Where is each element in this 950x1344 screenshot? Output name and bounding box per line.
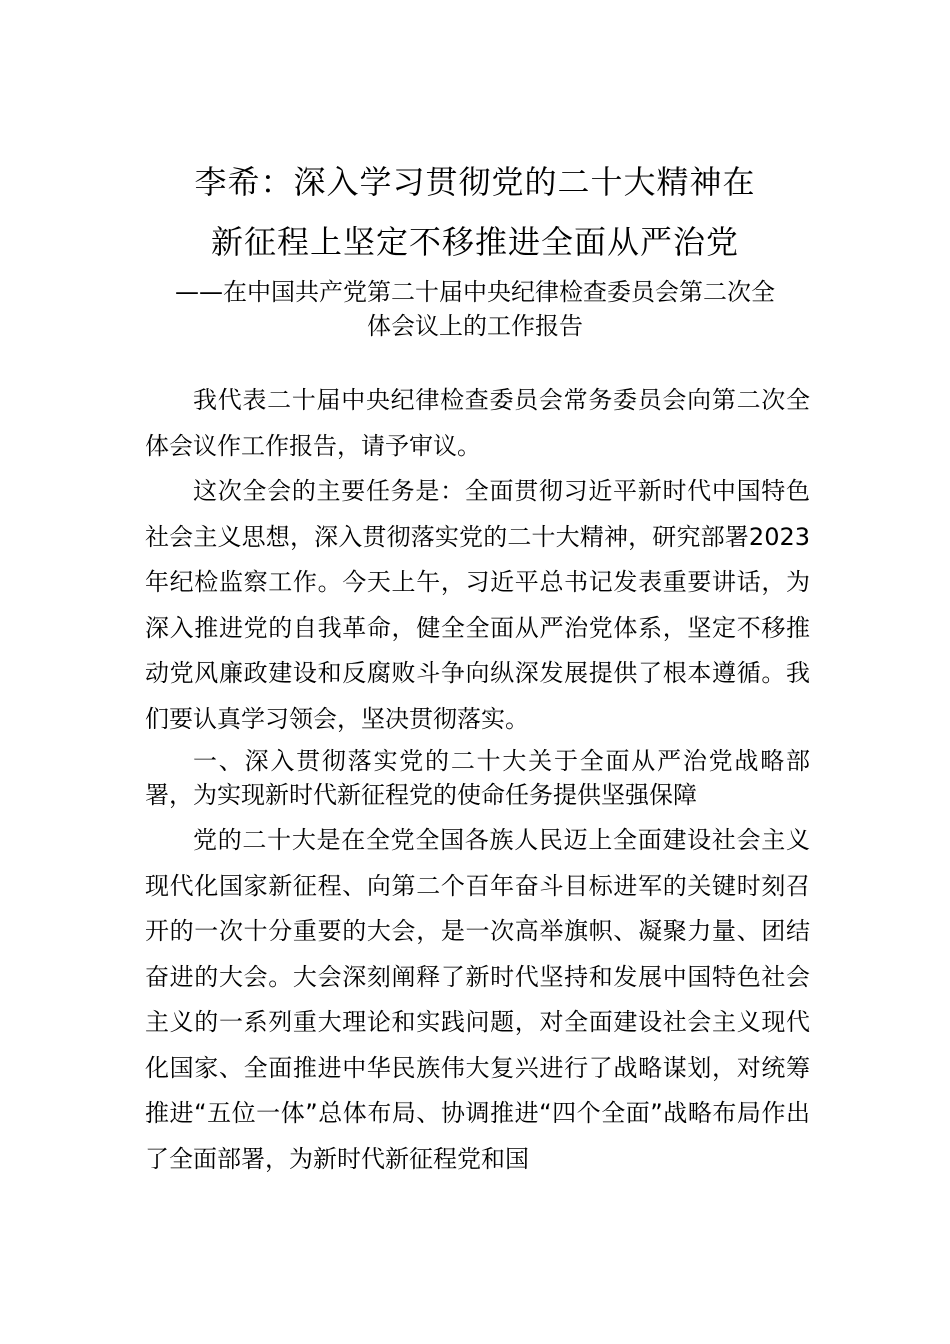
document-subtitle-line-2: 体会议上的工作报告 [367,312,583,340]
document-subtitle-line-1: ——在中国共产党第二十届中央纪律检查委员会第二次全 [175,278,775,306]
document-title-line-1: 李希：深入学习贯彻党的二十大精神在 [194,163,756,201]
paragraph-congress: 党的二十大是在全党全国各族人民迈上全面建设社会主义现代化国家新征程、向第二个百年奋斗目标进军的关键时刻召开的一次十分重要的大会，是一次高举旗帜、凝聚力量、团结奋进的大会。大会深刻阐释了新时代坚持和发展中国特色社会主义的一系列重大理论和实践问题，对全面建设社会主义现代化国家、全面推进中华民族伟大复兴进行了战略谋划，对统筹推进“五位一体”总体布局、协调推进“四个全面”战略布局作出了全面部署，为新时代新征程党和国 [145,826,810,1173]
document-body [145,378,810,1182]
section-heading-1: 一、深入贯彻落实党的二十大关于全面从严治党战略部署，为实现新时代新征程党的使命任务提供坚强保障 [145,747,810,809]
document-title-line-2: 新征程上坚定不移推进全面从严治党 [210,223,739,261]
paragraph-main-tasks: 这次全会的主要任务是：全面贯彻习近平新时代中国特色社会主义思想，深入贯彻落实党的二十大精神，研究部署2023年纪检监察工作。今天上午，习近平总书记发表重要讲话，为深入推进党的自我革命，健全全面从严治党体系，坚定不移推动党风廉政建设和反腐败斗争向纵深发展提供了根本遵循。我们要认真学习领会，坚决贯彻落实。 [145,477,810,733]
paragraph-intro: 我代表二十届中央纪律检查委员会常务委员会向第二次全体会议作工作报告，请予审议。 [145,386,810,460]
